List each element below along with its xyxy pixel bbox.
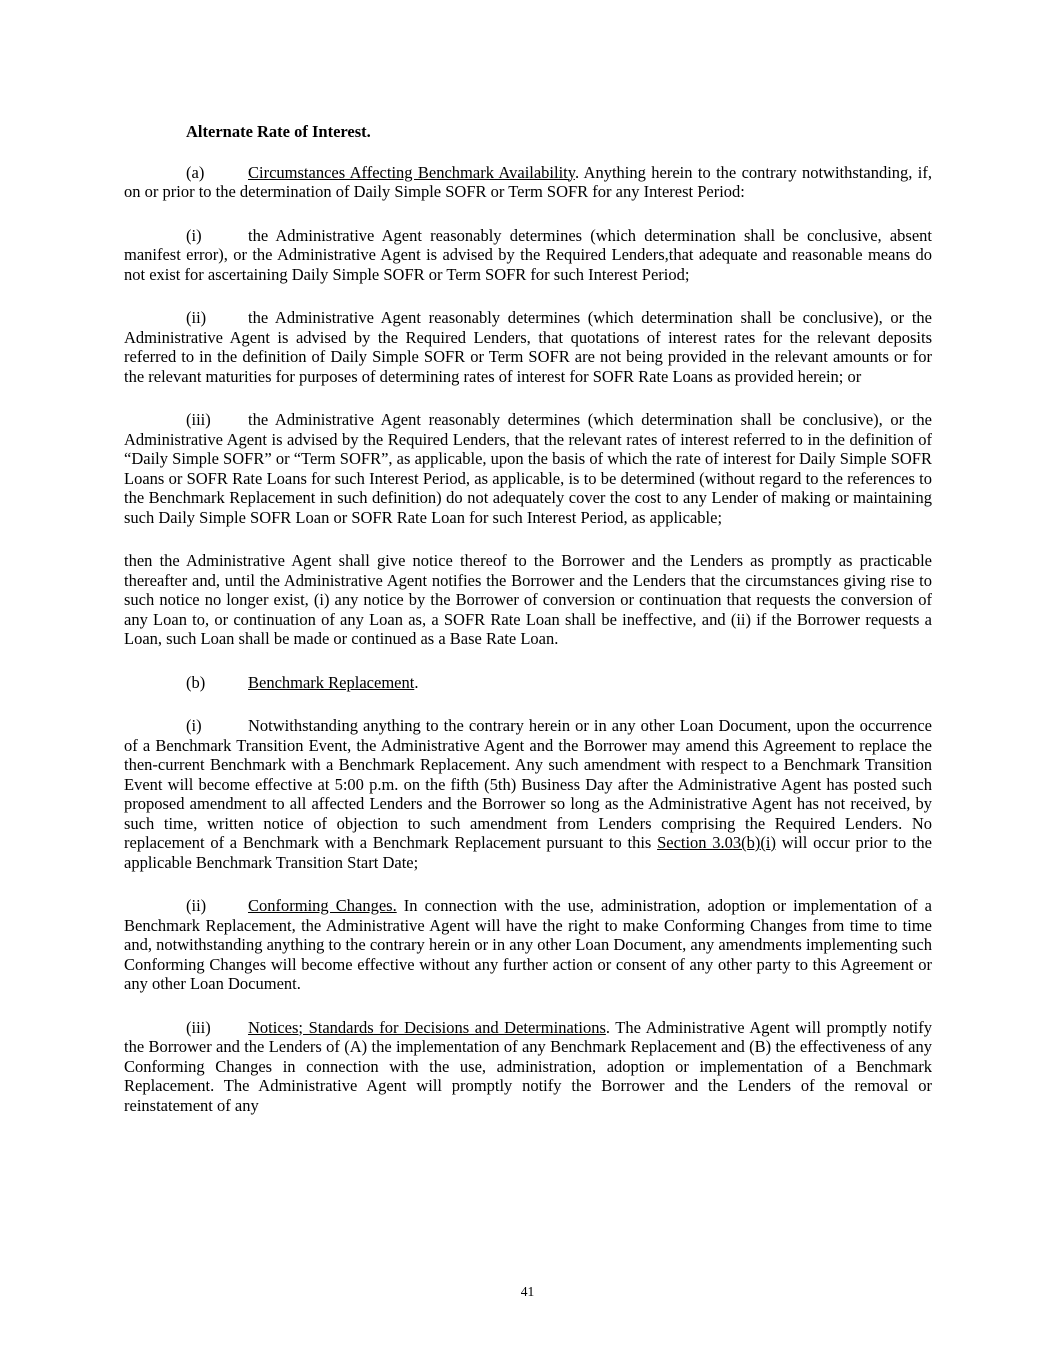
paragraph-b-i [124,716,932,872]
paragraph-a [124,163,932,202]
section-reference: Section 3.03(b)(i) [657,833,776,852]
paragraph-b-iii [124,1018,932,1116]
paragraph-a-iii [124,410,932,527]
clause-b-iii-text: . The Administrative Agent will promptly notify the Borrower and the Lenders of (A) the implementation of any Benchmark Replacement and (B) the effectiveness of any Conforming Changes in connection with the use, administration, adoption or implementation of a Benchmark Replacement. The Administrative Agent will promptly notify the Borrower and the Lenders of the removal or reinstatement of any [124,1017,932,1115]
paragraph-a-ii [124,308,932,386]
clause-a-title: Circumstances Affecting Benchmark Availability [248,162,575,182]
clause-b-ii-title: Conforming Changes. [248,896,397,915]
section-heading [124,122,932,142]
clause-a-i-text: the Administrative Agent reasonably determines (which determination shall be conclusive, absent manifest error), or the Administrative Agent is advised by the Required Lenders,that adequate and reasonable means do not exist for ascertaining Daily Simple SOFR or Term SOFR for such Interest Period; [124,225,932,284]
paragraph-b [124,673,932,693]
section-heading-text: Alternate Rate of Interest. [186,122,371,141]
clause-a-text: . Anything herein to the contrary notwithstanding, if, on or prior to the determination of Daily Simple SOFR or Term SOFR for any Interest Period: [124,162,932,201]
page-number: 41 [520,1284,535,1299]
clause-b-period: . [414,672,419,692]
clause-a-iii-label: (iii) [186,410,211,429]
clause-b-label: (b) [186,672,206,692]
clause-b-iii-label: (iii) [186,1017,211,1037]
paragraph-then-text: then the Administrative Agent shall give notice thereof to the Borrower and the Lenders as promptly as practicable thereafter and, until the Administrative Agent notifies the Borrower and the Lenders that the circumstances giving rise to such notice no longer exist, (i) any notice by the Borrower of conversion or continuation that requests the conversion of any Loan to, or continuation of any Loan as, a SOFR Rate Loan shall be ineffective, and (ii) if the Borrower requests a Loan, such Loan shall be made or continued as a Base Rate Loan. [124,551,932,648]
clause-a-label: (a) [186,162,205,182]
clause-b-ii-text: In connection with the use, administration, adoption or implementation of a Benchmark Replacement, the Administrative Agent will have the right to make Conforming Changes from time to time and, notwithstanding anything to the contrary herein or in any other Loan Document, any amendments implementing such Conforming Changes will become effective without any further action or consent of any other party to this Agreement or any other Loan Document. [124,896,932,993]
paragraph-then [124,551,932,649]
clause-b-ii-label: (ii) [186,896,207,915]
clause-a-iii-text: the Administrative Agent reasonably determines (which determination shall be conclusive), or the Administrative Agent is advised by the Required Lenders, that the relevant rates of interest referred to in the definition of “Daily Simple SOFR” or “Term SOFR”, as applicable, upon the basis of which the rate of interest for Daily Simple SOFR Loans or SOFR Rate Loans for such Interest Period, as applicable, is to be determined (without regard to the references to the Benchmark Replacement in such definition) do not adequately cover the cost to any Lender of making or maintaining such Daily Simple SOFR Loan or SOFR Rate Loan for such Interest Period, as applicable; [124,410,932,527]
clause-a-i-label: (i) [186,225,202,245]
clause-a-ii-text: the Administrative Agent reasonably determines (which determination shall be conclusive), or the Administrative Agent is advised by the Required Lenders, that quotations of interest rates for the relevant deposits referred to in the definition of Daily Simple SOFR or Term SOFR are not being provided in the relevant amounts or for the relevant maturities for purposes of determining rates of interest for SOFR Rate Loans as provided herein; or [124,308,932,386]
clause-b-i-text-end: will occur prior to the applicable Benchmark Transition Start Date; [124,833,932,872]
clause-b-i-text: Notwithstanding anything to the contrary herein or in any other Loan Document, upon the occurrence of a Benchmark Transition Event, the Administrative Agent and the Borrower may amend this Agreement to replace the then-current Benchmark with a Benchmark Replacement. Any such amendment with respect to a Benchmark Transition Event will become effective at 5:00 p.m. on the fifth (5th) Business Day after the Administrative Agent has posted such proposed amendment to all affected Lenders and the Borrower so long as the Administrative Agent has not received, by such time, written notice of objection to such amendment from Lenders comprising the Required Lenders. No replacement of a Benchmark with a Benchmark Replacement pursuant to this [124,716,932,852]
paragraph-b-ii [124,896,932,994]
clause-a-ii-label: (ii) [186,308,207,327]
clause-b-title: Benchmark Replacement [248,672,415,692]
clause-b-i-label: (i) [186,716,202,735]
paragraph-a-i [124,226,932,285]
clause-b-iii-title: Notices; Standards for Decisions and Determinations [248,1017,606,1037]
